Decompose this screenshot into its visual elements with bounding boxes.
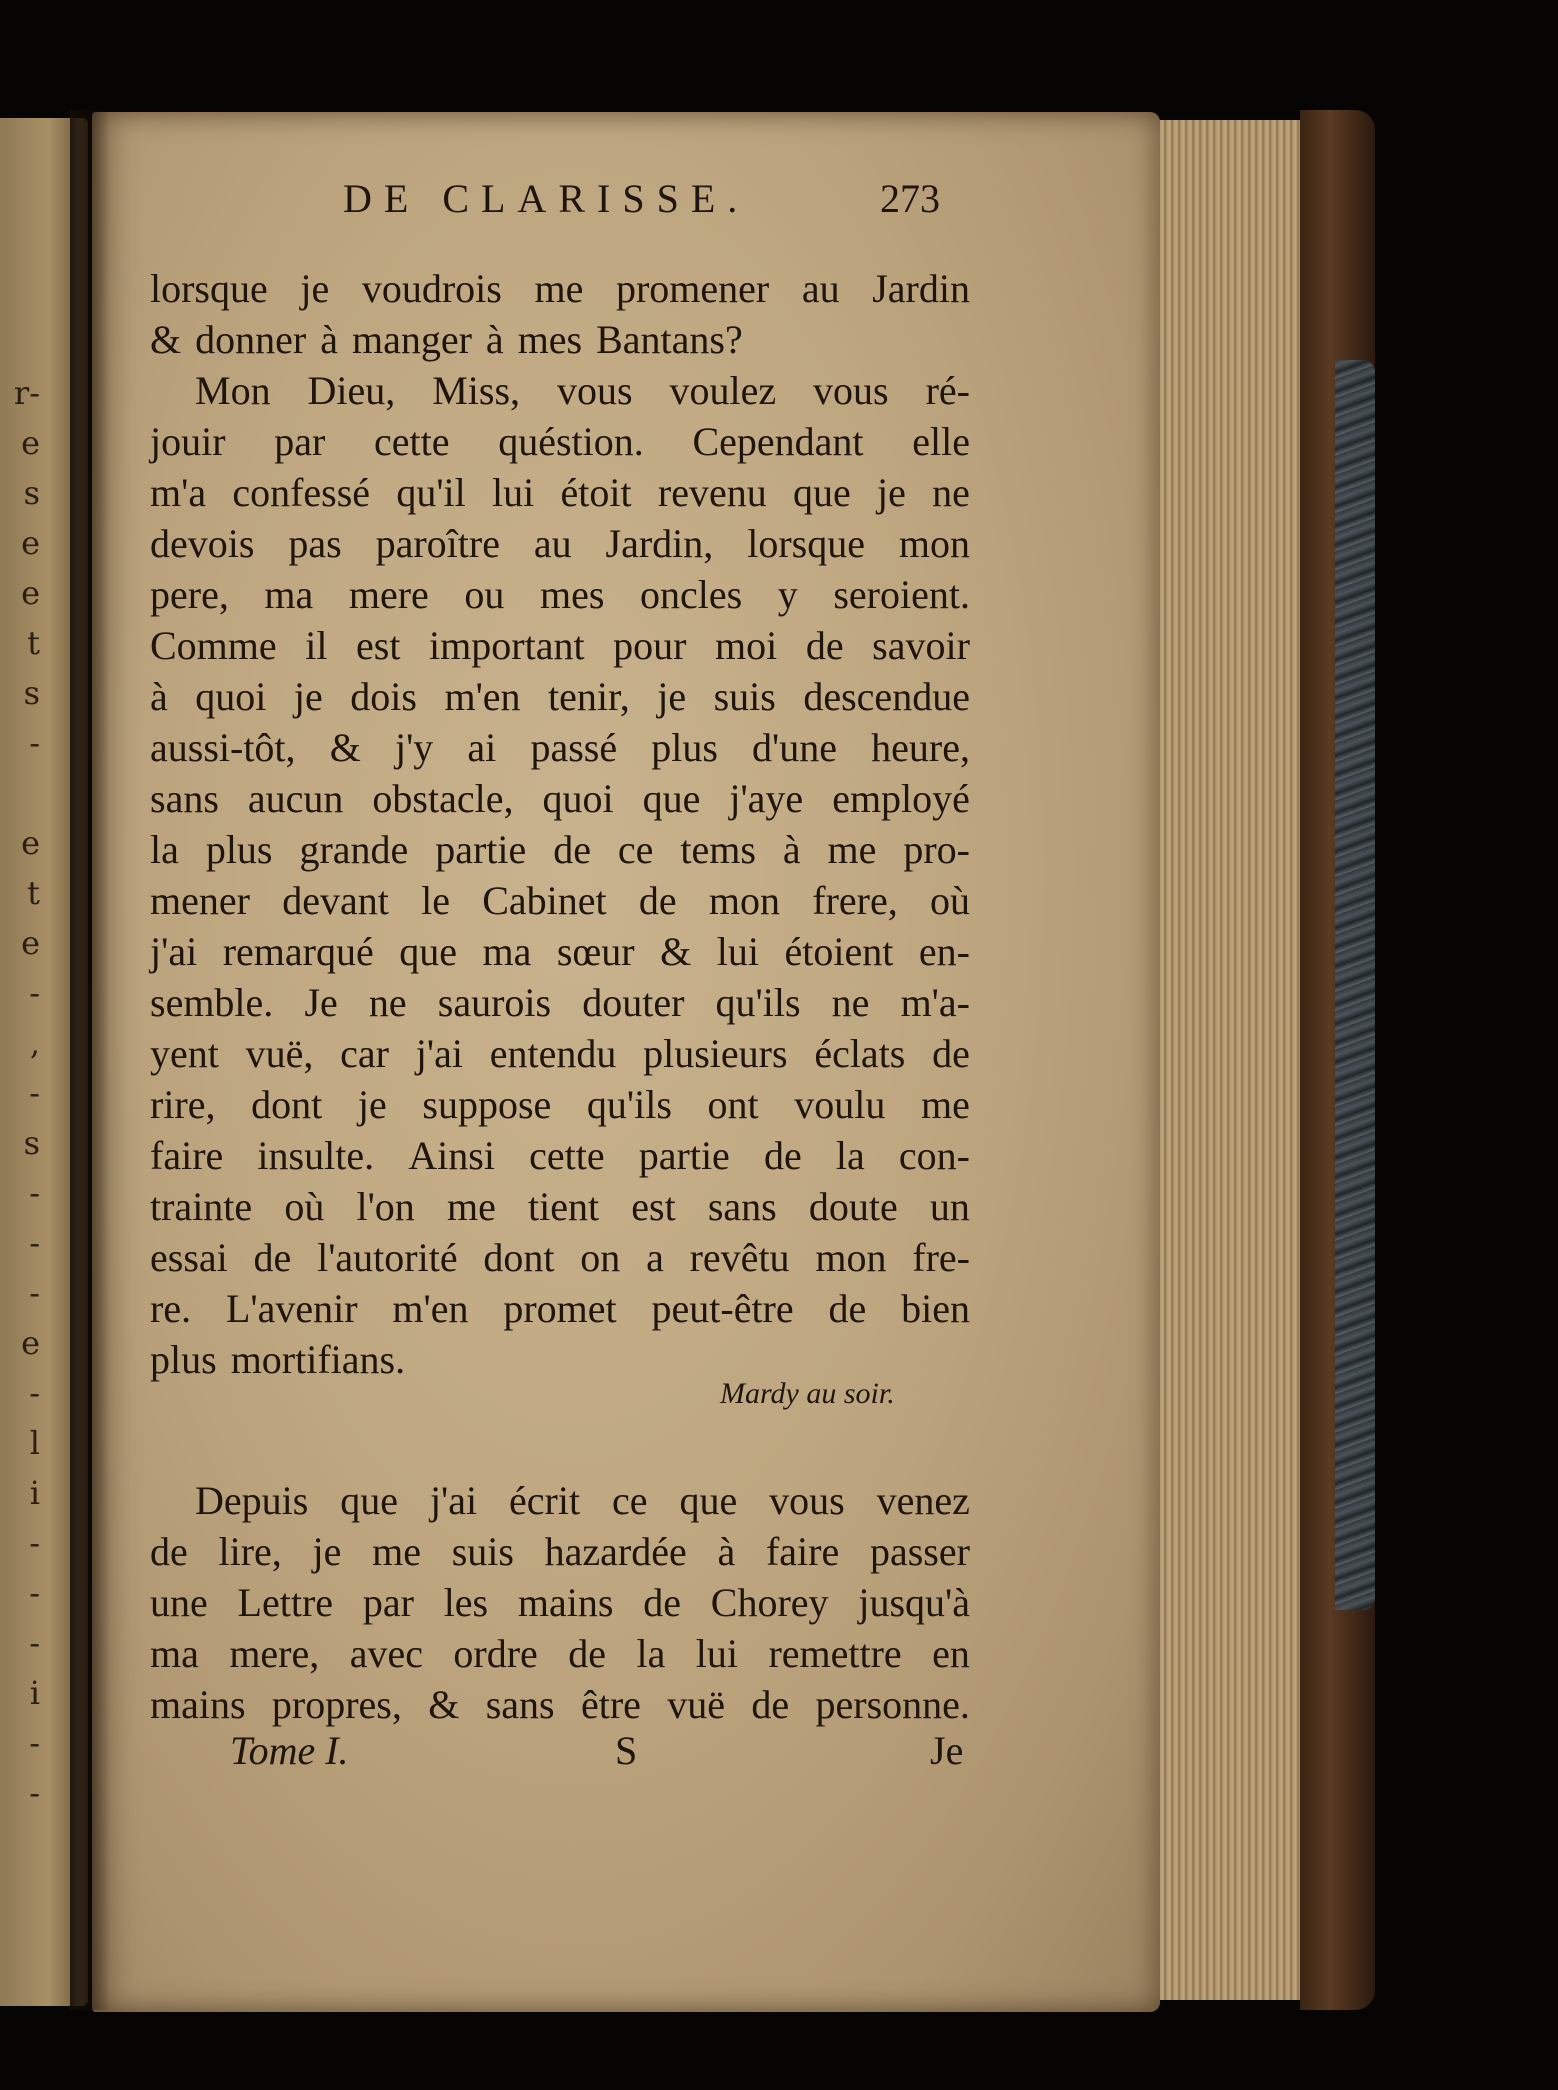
fragment: , <box>29 1024 40 1062</box>
text-line: aussi-tôt, & j'y ai passé plus d'une heure, <box>150 725 970 770</box>
gutter-shadow <box>70 110 110 2010</box>
text-line: ma mere, avec ordre de la lui remettre en <box>150 1631 970 1676</box>
fragment: s <box>23 1124 40 1162</box>
text-line: Comme il est important pour moi de savoir <box>150 623 970 668</box>
fragment: i <box>29 1674 40 1712</box>
marbled-cover <box>1335 360 1375 1610</box>
page-footer <box>150 1727 970 1777</box>
text-line: faire insulte. Ainsi cette partie de la con- <box>150 1133 970 1178</box>
text-line: à quoi je dois m'en tenir, je suis descendue <box>150 674 970 719</box>
fragment: r- <box>13 374 40 412</box>
text-line: j'ai remarqué que ma sœur & lui étoient en- <box>150 929 970 974</box>
text-line: lorsque je voudrois me promener au Jardin <box>150 266 970 311</box>
fragment: e <box>21 524 40 562</box>
text-line: yent vuë, car j'ai entendu plusieurs éclats de <box>150 1031 970 1076</box>
fragment: e <box>21 424 40 462</box>
signature-mark: S <box>615 1728 638 1773</box>
text-line: semble. Je ne saurois douter qu'ils ne m'a- <box>150 980 970 1025</box>
dateline: Mardy au soir. <box>720 1377 895 1410</box>
catchword: Je <box>930 1728 964 1773</box>
fragment <box>0 768 40 818</box>
text-line: plus mortifians. <box>150 1337 406 1382</box>
text-line: sans aucun obstacle, quoi que j'aye employé <box>150 776 970 821</box>
text-line: la plus grande partie de ce tems à me pro- <box>150 827 970 872</box>
fragment: - <box>29 1224 40 1262</box>
paragraph-2 <box>150 1475 970 1730</box>
text-line: Mon Dieu, Miss, vous voulez vous ré- <box>195 368 970 413</box>
text-line: trainte où l'on me tient est sans doute un <box>150 1184 970 1229</box>
text-line: une Lettre par les mains de Chorey jusqu'à <box>150 1580 970 1625</box>
text-line: rire, dont je suppose qu'ils ont voulu me <box>150 1082 970 1127</box>
running-head: DE CLARISSE. <box>343 176 750 221</box>
fragment: - <box>29 1074 40 1112</box>
fragment: - <box>29 1724 40 1762</box>
fragment: t <box>27 624 40 662</box>
fragment: l <box>29 1424 40 1462</box>
text-line: jouir par cette quéstion. Cependant elle <box>150 419 970 464</box>
fragment: e <box>21 824 40 862</box>
fragment: e <box>21 1324 40 1362</box>
text-line: pere, ma mere ou mes oncles y seroient. <box>150 572 970 617</box>
fragment: e <box>21 574 40 612</box>
fragment: i <box>29 1474 40 1512</box>
fragment: - <box>29 1174 40 1212</box>
fragment: - <box>29 1524 40 1562</box>
fragment: - <box>29 1574 40 1612</box>
fragment: e <box>21 924 40 962</box>
fragment: t <box>27 874 40 912</box>
fragment: - <box>29 1624 40 1662</box>
fragment: - <box>29 724 40 762</box>
text-line: de lire, je me suis hazardée à faire passer <box>150 1529 970 1574</box>
text-line: mains propres, & sans être vuë de personne. <box>150 1682 970 1727</box>
fragment: - <box>29 974 40 1012</box>
paragraph-1 <box>150 263 970 1385</box>
volume-signature: Tome I. <box>230 1728 349 1773</box>
text-line: Depuis que j'ai écrit ce que vous venez <box>195 1478 970 1523</box>
text-line: m'a confessé qu'il lui étoit revenu que je ne <box>150 470 970 515</box>
text-line: mener devant le Cabinet de mon frere, où <box>150 878 970 923</box>
text-line: re. L'avenir m'en promet peut-être de bien <box>150 1286 970 1331</box>
text-line: essai de l'autorité dont on a revêtu mon fre- <box>150 1235 970 1280</box>
facing-page-text-fragments <box>0 368 40 1818</box>
fragment: - <box>29 1774 40 1812</box>
fragment: s <box>23 474 40 512</box>
fragment: s <box>23 674 40 712</box>
text-line: devois pas paroître au Jardin, lorsque mon <box>150 521 970 566</box>
fragment: - <box>29 1374 40 1412</box>
page-header <box>150 175 1150 235</box>
fragment: - <box>29 1274 40 1312</box>
page-number: 273 <box>880 176 940 221</box>
text-line: & donner à manger à mes Bantans? <box>150 317 743 362</box>
